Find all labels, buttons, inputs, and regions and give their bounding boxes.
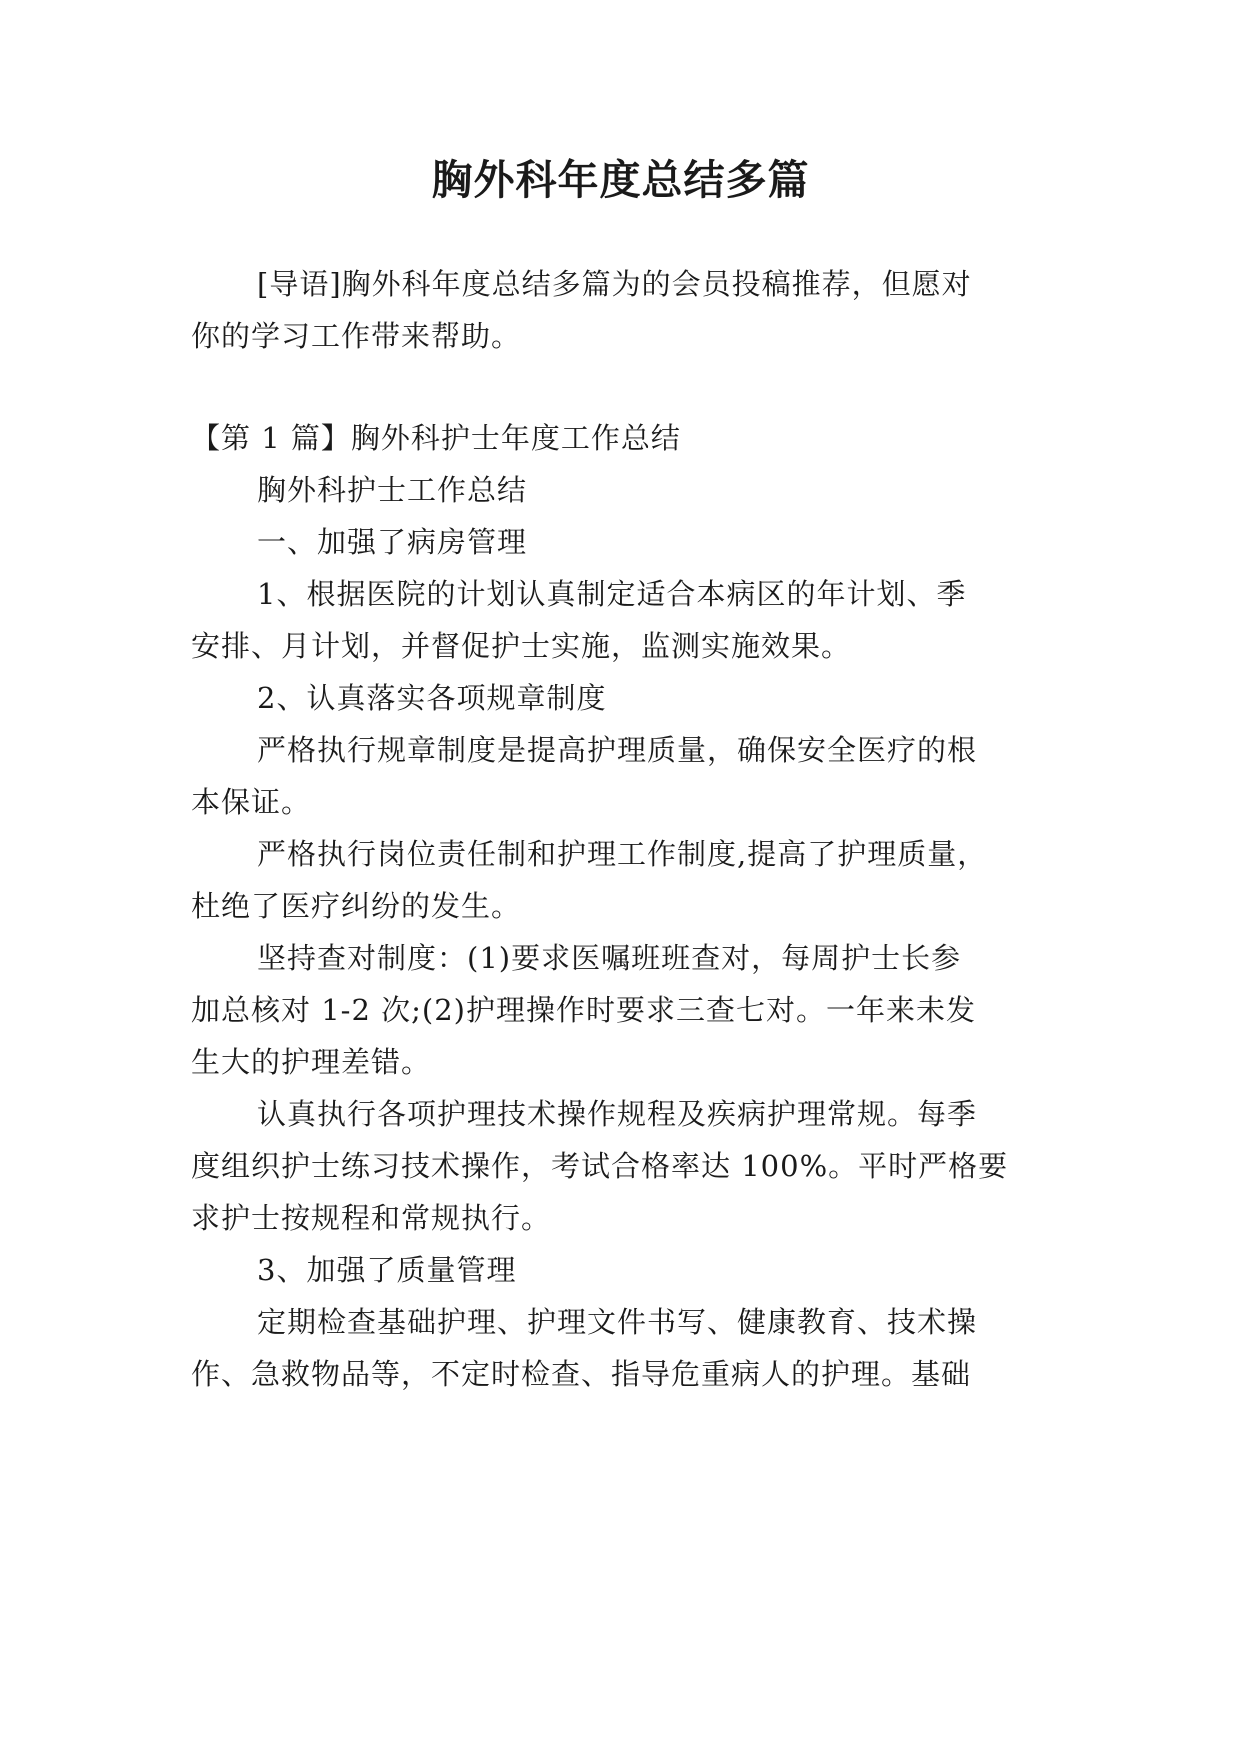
paragraph-line: 认真执行各项护理技术操作规程及疾病护理常规。每季 (257, 1097, 978, 1131)
paragraph-line: 定期检查基础护理、护理文件书写、健康教育、技术操 (257, 1305, 978, 1339)
section-heading: 【第 1 篇】胸外科护士年度工作总结 (191, 421, 681, 455)
heading-line: 一、加强了病房管理 (257, 525, 528, 559)
paragraph-line: 作、急救物品等，不定时检查、指导危重病人的护理。基础 (191, 1357, 972, 1391)
paragraph-line: 1、根据医院的计划认真制定适合本病区的年计划、季 (257, 577, 967, 611)
subtitle-line: 胸外科护士工作总结 (257, 473, 528, 507)
heading-line: 2、认真落实各项规章制度 (257, 681, 607, 715)
paragraph-line: 度组织护士练习技术操作，考试合格率达 100%。平时严格要 (191, 1149, 1009, 1183)
paragraph-line: 严格执行规章制度是提高护理质量，确保安全医疗的根 (257, 733, 978, 767)
paragraph-line: 生大的护理差错。 (191, 1045, 432, 1079)
paragraph-line: 坚持查对制度：(1)要求医嘱班班查对，每周护士长参 (257, 941, 962, 975)
intro-line-1: [导语]胸外科年度总结多篇为的会员投稿推荐，但愿对 (257, 267, 972, 301)
intro-line-2: 你的学习工作带来帮助。 (191, 319, 522, 353)
paragraph-line: 加总核对 1-2 次;(2)护理操作时要求三查七对。一年来未发 (191, 993, 976, 1027)
heading-line: 3、加强了质量管理 (257, 1253, 517, 1287)
paragraph-line: 求护士按规程和常规执行。 (191, 1201, 552, 1235)
document-title: 胸外科年度总结多篇 (431, 156, 810, 204)
paragraph-line: 杜绝了医疗纠纷的发生。 (191, 889, 522, 923)
paragraph-line: 本保证。 (191, 785, 312, 819)
paragraph-line: 安排、月计划，并督促护士实施，监测实施效果。 (191, 629, 852, 663)
paragraph-line: 严格执行岗位责任制和护理工作制度,提高了护理质量， (257, 837, 988, 871)
